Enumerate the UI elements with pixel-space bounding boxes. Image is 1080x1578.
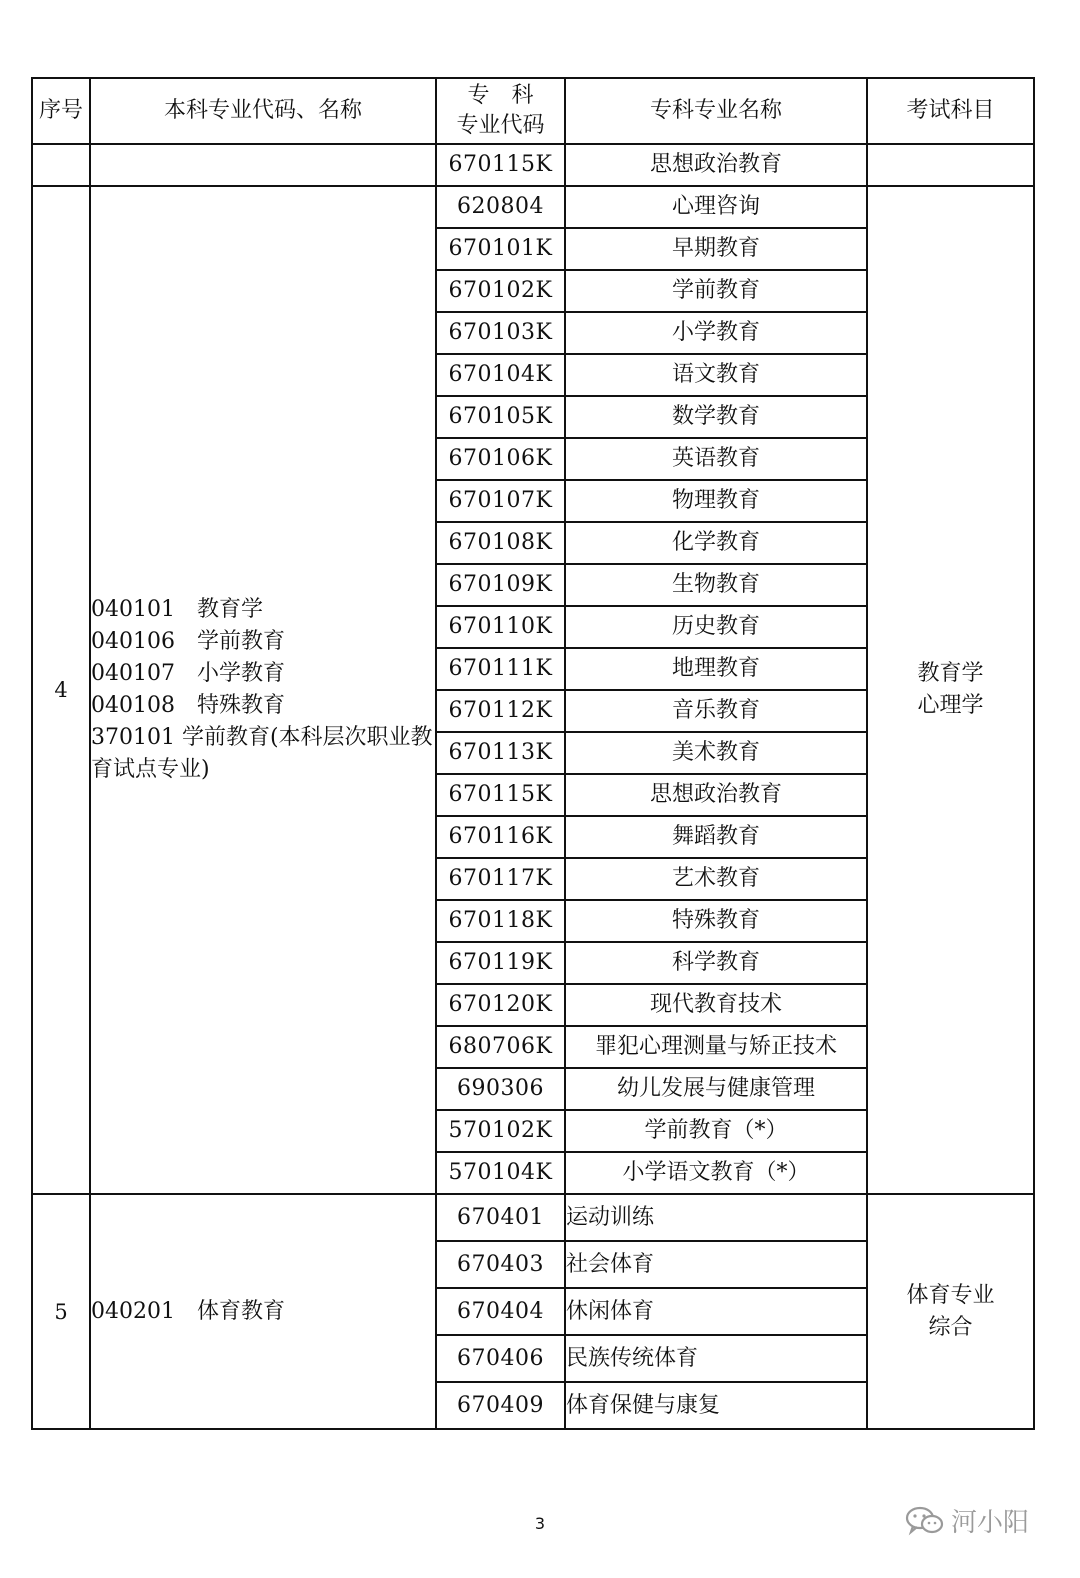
associate-name: 现代教育技术 xyxy=(565,984,867,1026)
bachelor-major: 040101 教育学 xyxy=(91,597,263,622)
header-associate-code-line1: 专 科 xyxy=(467,83,534,108)
bachelor-list xyxy=(91,594,435,786)
associate-code: 670106K xyxy=(436,438,565,480)
associate-name: 思想政治教育 xyxy=(565,144,867,186)
associate-name: 物理教育 xyxy=(565,480,867,522)
associate-code: 670115K xyxy=(436,144,565,186)
associate-code: 670401 xyxy=(436,1194,565,1241)
header-exam: 考试科目 xyxy=(867,78,1034,144)
exam-cell xyxy=(867,144,1034,186)
associate-name: 生物教育 xyxy=(565,564,867,606)
exam-subject: 教育学 xyxy=(917,661,984,686)
page-number: 3 xyxy=(534,1514,546,1533)
associate-code: 670110K xyxy=(436,606,565,648)
associate-name: 社会体育 xyxy=(565,1241,867,1288)
associate-name: 数学教育 xyxy=(565,396,867,438)
associate-code: 670403 xyxy=(436,1241,565,1288)
watermark-text: 河小阳 xyxy=(951,1508,1030,1538)
associate-name: 音乐教育 xyxy=(565,690,867,732)
associate-name: 艺术教育 xyxy=(565,858,867,900)
associate-code: 670119K xyxy=(436,942,565,984)
associate-code: 670118K xyxy=(436,900,565,942)
header-seq: 序号 xyxy=(32,78,90,144)
associate-name: 休闲体育 xyxy=(565,1288,867,1335)
associate-name: 科学教育 xyxy=(565,942,867,984)
associate-name: 英语教育 xyxy=(565,438,867,480)
wechat-icon xyxy=(905,1505,945,1537)
header-associate-code-line2: 专业代码 xyxy=(456,113,545,138)
associate-code: 670120K xyxy=(436,984,565,1026)
seq-cell: 5 xyxy=(32,1194,90,1429)
bachelor-cell xyxy=(90,186,436,1194)
associate-code: 680706K xyxy=(436,1026,565,1068)
associate-name: 思想政治教育 xyxy=(565,774,867,816)
exam-cell xyxy=(867,186,1034,1194)
associate-name: 地理教育 xyxy=(565,648,867,690)
associate-name: 学前教育（*） xyxy=(565,1110,867,1152)
associate-code: 670104K xyxy=(436,354,565,396)
associate-code: 670406 xyxy=(436,1335,565,1382)
associate-name: 历史教育 xyxy=(565,606,867,648)
associate-code: 620804 xyxy=(436,186,565,228)
associate-code: 670107K xyxy=(436,480,565,522)
bachelor-major: 040107 小学教育 xyxy=(91,661,285,686)
associate-code: 690306 xyxy=(436,1068,565,1110)
exam-subject: 心理学 xyxy=(917,693,984,718)
associate-name: 特殊教育 xyxy=(565,900,867,942)
bachelor-major: 040106 学前教育 xyxy=(91,629,285,654)
table-row xyxy=(32,1194,1034,1241)
associate-name: 学前教育 xyxy=(565,270,867,312)
exam-subject: 体育专业 xyxy=(906,1282,995,1308)
associate-code: 670117K xyxy=(436,858,565,900)
associate-name: 民族传统体育 xyxy=(565,1335,867,1382)
header-associate-code xyxy=(436,78,565,144)
major-table xyxy=(31,77,1035,1430)
associate-name: 早期教育 xyxy=(565,228,867,270)
associate-name: 语文教育 xyxy=(565,354,867,396)
header-row xyxy=(32,78,1034,144)
table-body xyxy=(32,144,1034,1429)
associate-code: 670102K xyxy=(436,270,565,312)
associate-name: 舞蹈教育 xyxy=(565,816,867,858)
seq-cell: 4 xyxy=(32,186,90,1194)
associate-name: 运动训练 xyxy=(565,1194,867,1241)
associate-code: 670404 xyxy=(436,1288,565,1335)
associate-name: 罪犯心理测量与矫正技术 xyxy=(565,1026,867,1068)
associate-code: 670409 xyxy=(436,1382,565,1429)
associate-name: 小学语文教育（*） xyxy=(565,1152,867,1194)
associate-name: 小学教育 xyxy=(565,312,867,354)
table-row xyxy=(32,144,1034,186)
associate-code: 670116K xyxy=(436,816,565,858)
watermark xyxy=(905,1502,1029,1539)
bachelor-major: 370101 学前教育(本科层次职业教育试点专业) xyxy=(91,725,433,782)
header-bachelor: 本科专业代码、名称 xyxy=(90,78,436,144)
header-associate-name: 专科专业名称 xyxy=(565,78,867,144)
bachelor-cell: 040201 体育教育 xyxy=(90,1194,436,1429)
associate-code: 570104K xyxy=(436,1152,565,1194)
associate-code: 670103K xyxy=(436,312,565,354)
bachelor-cell xyxy=(90,144,436,186)
associate-code: 670111K xyxy=(436,648,565,690)
associate-name: 美术教育 xyxy=(565,732,867,774)
associate-code: 670101K xyxy=(436,228,565,270)
associate-code: 570102K xyxy=(436,1110,565,1152)
associate-code: 670115K xyxy=(436,774,565,816)
table-row xyxy=(32,186,1034,228)
associate-code: 670113K xyxy=(436,732,565,774)
associate-code: 670108K xyxy=(436,522,565,564)
bachelor-major: 040108 特殊教育 xyxy=(91,693,285,718)
exam-subject: 综合 xyxy=(928,1314,973,1340)
associate-name: 心理咨询 xyxy=(565,186,867,228)
associate-code: 670105K xyxy=(436,396,565,438)
associate-code: 670112K xyxy=(436,690,565,732)
associate-code: 670109K xyxy=(436,564,565,606)
associate-name: 体育保健与康复 xyxy=(565,1382,867,1429)
associate-name: 化学教育 xyxy=(565,522,867,564)
exam-cell xyxy=(867,1194,1034,1429)
seq-cell xyxy=(32,144,90,186)
associate-name: 幼儿发展与健康管理 xyxy=(565,1068,867,1110)
